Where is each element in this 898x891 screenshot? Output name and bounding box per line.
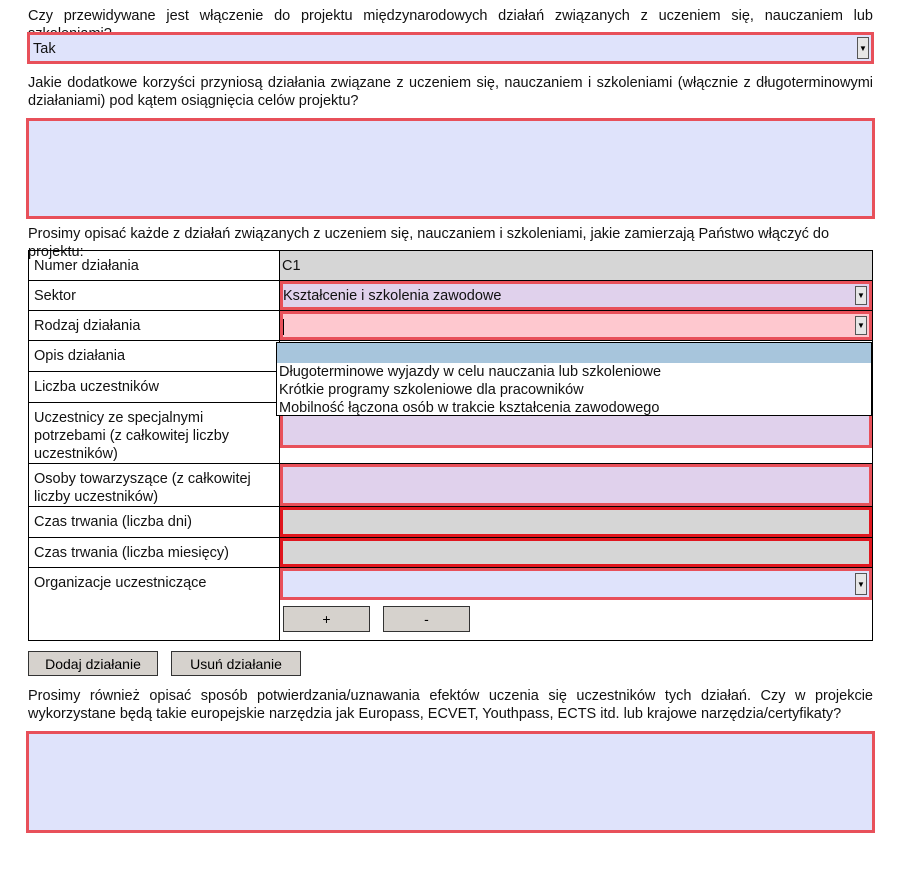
accompanying-persons-cell [280, 464, 873, 507]
activity-number-cell [280, 251, 873, 281]
label-participating-organisations: Organizacje uczestniczące [29, 568, 280, 641]
duration-days-cell [280, 507, 873, 538]
question-international-activities: Czy przewidywane jest włączenie do projektu międzynarodowych działań związanych z uczeniem się, nauczaniem lub [28, 8, 873, 24]
activities-table [28, 250, 873, 641]
participating-organisations-cell [280, 568, 873, 641]
chevron-down-icon[interactable]: ▼ [855, 316, 867, 335]
table-row [29, 281, 873, 311]
duration-months-cell [280, 538, 873, 568]
remove-organisation-button[interactable]: - [383, 606, 470, 632]
sector-select[interactable] [280, 281, 872, 310]
question-validation-recognition: Prosimy również opisać sposób potwierdzania/uznawania efektów uczenia się uczestników tych działań. Czy w projekcie wykorzystane będą takie europejskie narzędzia jak Europass, ECVET, Youthpass, ECTS itd. lub krajowe narzędzia/certyfikaty? [28, 688, 873, 722]
question-describe-activities: Prosimy opisać każde z działań związanych z uczeniem się, nauczaniem i szkoleniami, jakie zamierzają Państwo włączyć do projektu: [28, 226, 830, 260]
duration-days-input[interactable] [280, 507, 872, 537]
table-row [29, 251, 873, 281]
remove-activity-button[interactable]: Usuń działanie [171, 651, 301, 676]
table-row [29, 568, 873, 641]
add-organisation-button[interactable]: + [283, 606, 370, 632]
label-participants-count: Liczba uczestników [29, 372, 280, 403]
label-duration-days: Czas trwania (liczba dni) [29, 507, 280, 538]
duration-months-input[interactable] [280, 538, 872, 567]
add-activity-button[interactable]: Dodaj działanie [28, 651, 158, 676]
dropdown-option-empty[interactable] [277, 343, 871, 363]
label-duration-months: Czas trwania (liczba miesięcy) [29, 538, 280, 568]
sector-cell [280, 281, 873, 311]
label-special-needs-participants: Uczestnicy ze specjalnymi potrzebami (z całkowitej liczby uczestników) [29, 403, 280, 464]
label-activity-description: Opis działania [29, 341, 280, 372]
dropdown-option-long-term-mobility[interactable]: Długoterminowe wyjazdy w celu nauczania lub szkoleniowe [279, 364, 662, 380]
activity-type-select[interactable] [280, 311, 872, 340]
question-additional-benefits: Jakie dodatkowe korzyści przyniosą działania związane z uczeniem się, nauczaniem i szkoleniami (włącznie z długoterminowymi działaniami) pod kątem osiągnięcia celów projektu? [28, 75, 873, 109]
dropdown-option-blended-mobility[interactable]: Mobilność łączona osób w trakcie kształcenia zawodowego [279, 400, 660, 416]
chevron-down-icon[interactable]: ▼ [857, 37, 869, 59]
table-row [29, 507, 873, 538]
table-row [29, 538, 873, 568]
international-activities-value: Tak [33, 41, 56, 57]
additional-benefits-textarea[interactable] [26, 118, 875, 219]
table-row [29, 311, 873, 341]
activity-type-cell [280, 311, 873, 341]
text-cursor [283, 319, 284, 335]
label-activity-type: Rodzaj działania [29, 311, 280, 341]
accompanying-persons-input[interactable] [280, 464, 872, 506]
activity-number-value: C1 [282, 258, 301, 274]
chevron-down-icon[interactable]: ▼ [855, 573, 867, 595]
participating-organisations-select[interactable] [280, 568, 872, 600]
chevron-down-icon[interactable]: ▼ [855, 286, 867, 305]
sector-value: Kształcenie i szkolenia zawodowe [283, 288, 502, 304]
table-row [29, 464, 873, 507]
label-accompanying-persons: Osoby towarzyszące (z całkowitej liczby uczestników) [29, 464, 280, 507]
label-activity-number: Numer działania [29, 251, 280, 281]
activity-type-dropdown-list [276, 342, 872, 416]
label-sector: Sektor [29, 281, 280, 311]
international-activities-select[interactable] [27, 32, 874, 64]
dropdown-option-short-staff-training[interactable]: Krótkie programy szkoleniowe dla pracowników [279, 382, 584, 398]
validation-recognition-textarea[interactable] [26, 731, 875, 833]
